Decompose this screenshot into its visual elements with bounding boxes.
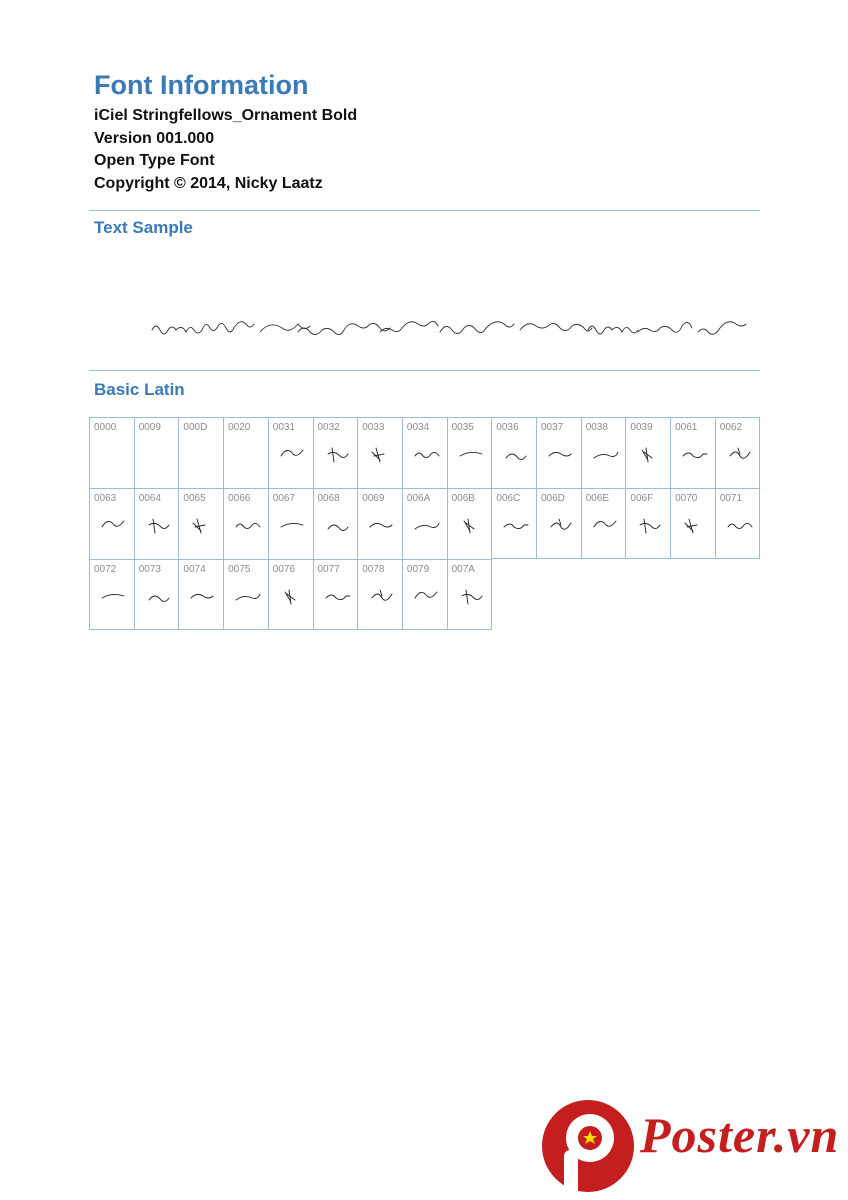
- glyph-code: 0039: [630, 422, 653, 433]
- glyph-code: 006B: [451, 493, 475, 504]
- glyph-ornament: [634, 444, 664, 466]
- glyph-ornament: [500, 515, 530, 537]
- glyph-code: 0071: [719, 493, 743, 504]
- glyph-ornament: [366, 515, 396, 537]
- glyph-cell: [357, 417, 402, 488]
- glyph-code: 006A: [406, 493, 431, 504]
- glyph-cell: [223, 559, 268, 630]
- glyph-code: 0009: [138, 422, 161, 433]
- glyph-ornament: [634, 515, 664, 537]
- glyph-ornament: [232, 515, 262, 537]
- glyph-code: 006E: [585, 493, 610, 504]
- glyph-code: 0067: [272, 493, 296, 504]
- glyph-cell: [134, 417, 179, 488]
- glyph-code: 0069: [362, 493, 385, 504]
- glyph-code: 0075: [228, 564, 251, 575]
- glyph-code: 0062: [719, 422, 743, 433]
- glyph-cell: [625, 488, 670, 559]
- glyph-code: 0074: [183, 564, 206, 575]
- glyph-cell: [581, 417, 626, 488]
- glyph-cell: [402, 417, 447, 488]
- glyph-ornament: [456, 586, 486, 608]
- glyph-ornament: [679, 444, 709, 466]
- font-copyright: Copyright © 2014, Nicky Laatz: [94, 175, 323, 193]
- glyph-code: 0031: [272, 422, 296, 433]
- glyph-ornament: [456, 515, 486, 537]
- glyph-code: 0000: [94, 422, 117, 433]
- glyph-code: 0064: [138, 493, 161, 504]
- glyph-ornament: [545, 444, 575, 466]
- glyph-ornament: [456, 444, 486, 466]
- glyph-ornament: [322, 515, 352, 537]
- glyph-code: 0079: [406, 564, 430, 575]
- glyph-cell: [715, 488, 760, 559]
- glyph-ornament: [545, 515, 575, 537]
- glyph-ornament: [277, 586, 307, 608]
- glyph-cell: [134, 488, 179, 559]
- glyph-ornament: [724, 515, 754, 537]
- glyph-ornament: [143, 586, 173, 608]
- glyph-cell: [447, 559, 492, 630]
- glyph-cell: [89, 488, 134, 559]
- glyph-code: 006F: [630, 493, 654, 504]
- glyph-code: 0076: [272, 564, 296, 575]
- glyph-code: 006D: [541, 493, 565, 504]
- page-title: Font Information: [94, 70, 309, 100]
- glyph-code: 0038: [585, 422, 608, 433]
- glyph-cell: [89, 417, 134, 488]
- glyph-code: 0066: [228, 493, 251, 504]
- glyph-cell: [402, 559, 447, 630]
- glyph-cell: [313, 559, 358, 630]
- glyph-cell: [491, 488, 536, 559]
- glyph-cell: [715, 417, 760, 488]
- glyph-ornament: [322, 444, 352, 466]
- glyph-ornament: [143, 515, 173, 537]
- glyph-cell: [357, 488, 402, 559]
- glyph-cell: [268, 488, 313, 559]
- glyph-cell: [223, 488, 268, 559]
- text-sample-ornaments: [150, 316, 750, 340]
- glyph-code: 0065: [183, 493, 206, 504]
- glyph-ornament: [277, 515, 307, 537]
- glyph-code: 0070: [675, 493, 698, 504]
- glyph-cell: [268, 417, 313, 488]
- glyph-code: 000D: [183, 422, 208, 433]
- glyph-code: 006C: [496, 493, 521, 504]
- glyph-code: 0032: [317, 422, 340, 433]
- glyph-cell: [178, 488, 223, 559]
- glyph-code: 0033: [362, 422, 385, 433]
- glyph-code: 0036: [496, 422, 519, 433]
- glyph-cell: [268, 559, 313, 630]
- glyph-cell: [670, 417, 715, 488]
- glyph-code: 0063: [94, 493, 117, 504]
- font-type: Open Type Font: [94, 152, 215, 170]
- glyph-ornament: [679, 515, 709, 537]
- glyph-cell: [536, 417, 581, 488]
- glyph-code: 0078: [362, 564, 385, 575]
- glyph-code: 0077: [317, 564, 340, 575]
- glyph-ornament: [411, 515, 441, 537]
- glyph-cell: [581, 488, 626, 559]
- glyph-cell: [357, 559, 402, 630]
- glyph-code: 0073: [138, 564, 161, 575]
- glyph-cell: [178, 559, 223, 630]
- glyph-cell: [178, 417, 223, 488]
- glyph-ornament: [590, 444, 620, 466]
- glyph-cell: [447, 417, 492, 488]
- glyph-ornament: [366, 444, 396, 466]
- glyph-code: 0035: [451, 422, 474, 433]
- glyph-ornament: [187, 515, 217, 537]
- glyph-code: 0068: [317, 493, 340, 504]
- glyph-code: 0020: [228, 422, 251, 433]
- font-meta: [94, 105, 357, 196]
- glyph-ornament: [98, 515, 128, 537]
- divider: [89, 370, 760, 371]
- glyph-cell: [223, 417, 268, 488]
- glyph-code: 007A: [451, 564, 475, 575]
- glyph-ornament: [724, 444, 754, 466]
- glyph-cell: [313, 488, 358, 559]
- text-sample-heading: Text Sample: [94, 218, 193, 237]
- glyph-ornament: [411, 444, 441, 466]
- glyph-ornament: [590, 515, 620, 537]
- font-name: iCiel Stringfellows_Ornament Bold: [94, 107, 358, 124]
- glyph-cell: [134, 559, 179, 630]
- glyph-cell: [402, 488, 447, 559]
- glyph-cell: [670, 488, 715, 559]
- glyph-ornament: [232, 586, 262, 608]
- glyph-code: 0037: [541, 422, 564, 433]
- glyph-ornament: [277, 444, 307, 466]
- basic-latin-heading: Basic Latin: [94, 380, 185, 399]
- font-version: Version 001.000: [94, 129, 215, 147]
- glyph-cell: [536, 488, 581, 559]
- divider: [89, 210, 760, 211]
- glyph-code: 0061: [675, 422, 698, 433]
- logo-text: Poster.vn: [640, 1107, 840, 1163]
- glyph-ornament: [187, 586, 217, 608]
- glyph-ornament: [322, 586, 352, 608]
- glyph-ornament: [98, 586, 128, 608]
- glyph-cell: [447, 488, 492, 559]
- glyph-ornament: [366, 586, 396, 608]
- glyph-code: 0034: [406, 422, 430, 433]
- glyph-ornament: [500, 444, 530, 466]
- glyph-cell: [313, 417, 358, 488]
- glyph-cell: [491, 417, 536, 488]
- glyph-code: 0072: [94, 564, 117, 575]
- glyph-cell: [89, 559, 134, 630]
- glyph-cell: [625, 417, 670, 488]
- glyph-ornament: [411, 586, 441, 608]
